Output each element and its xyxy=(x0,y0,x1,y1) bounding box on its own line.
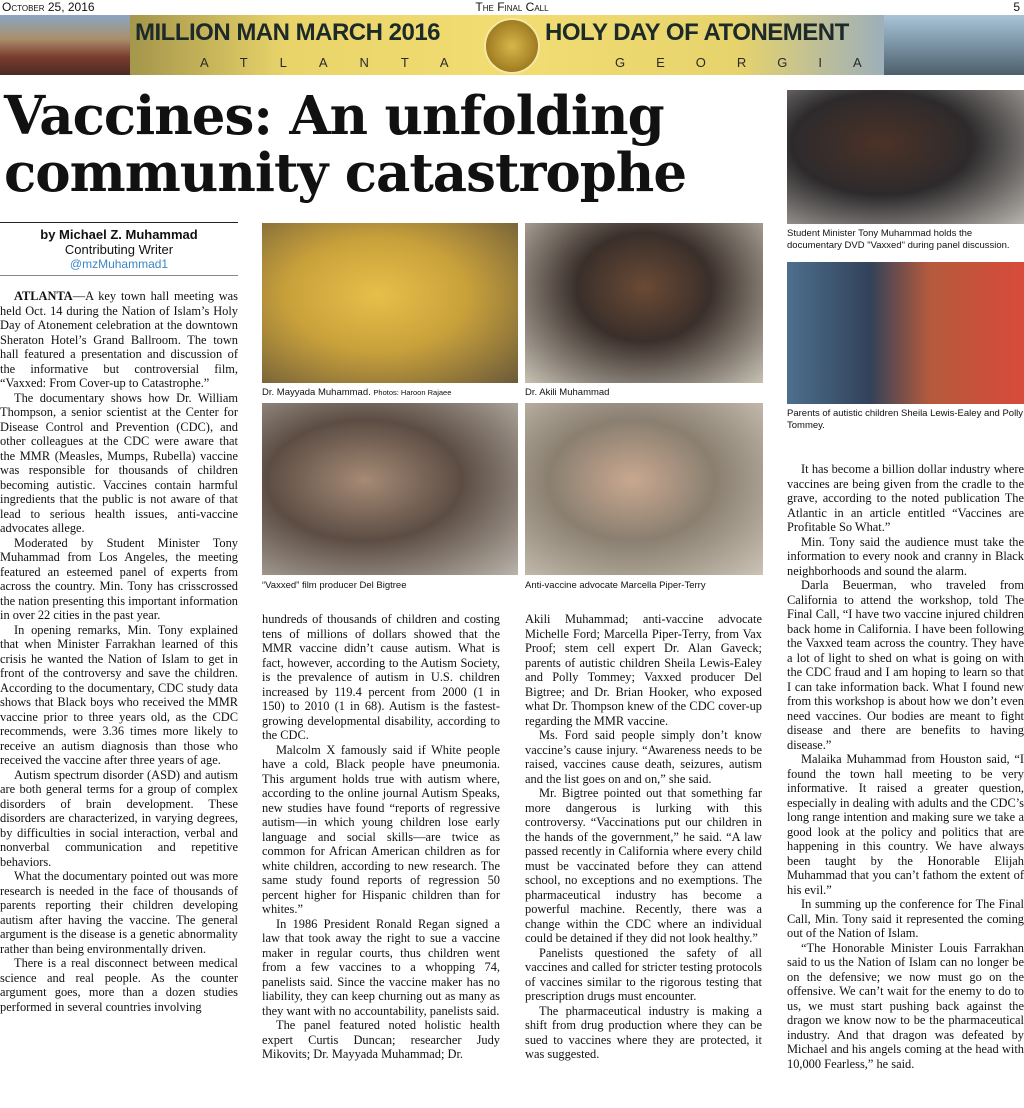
article-column-2 xyxy=(262,612,500,1062)
author-name: by Michael Z. Muhammad xyxy=(40,227,198,242)
photo-credit: Photos: Haroon Rajaee xyxy=(373,388,452,397)
skyline-photo xyxy=(884,15,1024,75)
photo-marcella-piper-terry xyxy=(525,403,763,575)
paragraph: Mr. Bigtree pointed out that something far more dangerous is lurking with this controversy. “Vaccinations put our children in the hands of the government,” he said. “A law passed recently in California where every child must be vaccinated before they can attend school, no exceptions and no exemptions. The pharmaceutical industry has become a powerful machine. Recently, there was a change within the CDC where an individual could be detained if they did not look healthy.” xyxy=(525,786,762,945)
paragraph: In opening remarks, Min. Tony explained that when Minister Farrakhan learned of this crisis he wanted the Nation of Islam to get in front of the controversy and save the children. According to the documentary, CDC study data shows that Black boys who received the MMR vaccine prior to three years old, as the CDC recommends, were 3.36 times more likely to receive an autism diagnosis than those who received the vaccine after three years of age. xyxy=(0,622,238,767)
banner-right-title: HOLY DAY OF ATONEMENT xyxy=(545,19,849,46)
paragraph: In 1986 President Ronald Regan signed a law that took away the right to sue a vaccine maker in regular courts, thus children went from a few vaccines to a whopping 74, panelists said. Since the vaccine maker has no liability, they can keep churning out as many as they want with no accountability, panelists said. xyxy=(262,916,500,1018)
photo-tony-muhammad xyxy=(787,90,1024,224)
paragraph: Malaika Muhammad from Houston said, “I found the town hall meeting to be very informative. It raised a greater question, especially in dealing with adults and the CDC’s long range intention and making sure we take a good look at the policy and politics that are happening in this country. We have always been taught by the Honorable Elijah Muhammad that you can’t fathom the extent of his evil.” xyxy=(787,752,1024,897)
caption-mayyada: Dr. Mayyada Muhammad. Photos: Haroon Rajaee xyxy=(262,387,452,398)
page-number: 5 xyxy=(1013,0,1020,14)
paragraph: Ms. Ford said people simply don’t know vaccine’s cause injury. “Awareness needs to be raised, vaccines cause death, seizures, autism and the list goes on and on,” she said. xyxy=(525,728,762,786)
paragraph: hundreds of thousands of children and costing tens of millions of dollars showed that the MMR vaccine didn’t cause autism. What is fact, however, according to the Autism Society, is the prevalence of autism in U.S. children increased by 119.4 percent from 2000 (1 in 150) to 2010 (1 in 68). Autism is the fastest-growing developmental disability, according to the CDC. xyxy=(262,612,500,742)
paragraph: The pharmaceutical industry is making a shift from drug production where they can be sued to vaccines where they are protected, it was suggested. xyxy=(525,1003,762,1061)
author-title: Contributing Writer xyxy=(64,242,174,257)
paragraph: Panelists questioned the safety of all vaccines and called for stricter testing protocols of vaccines similar to the rigorous testing that prescription drugs must encounter. xyxy=(525,945,762,1003)
paragraph: “The Honorable Minister Louis Farrakhan said to us the Nation of Islam can no longer be on the defensive; we now must go on the offensive. We can’t wait for the enemy to do to us, we must start pushing back against the dragon we know now to be the pharmaceutical industry. And that dragon was defeated by Michael and his angels coming at the head with 10,000 Fearless,” he said. xyxy=(787,940,1024,1071)
paragraph: What the documentary pointed out was more research is needed in the face of thousands of parents reporting their children developing autism after having the vaccine. The general argument is the disease is a genetic abnormality rather than being environmentally driven. xyxy=(0,869,238,956)
article-column-3 xyxy=(525,612,762,1062)
caption-parents: Parents of autistic children Sheila Lewis-Ealey and Polly Tommey. xyxy=(787,408,1024,431)
article-column-4 xyxy=(787,462,1024,1071)
paragraph: Autism spectrum disorder (ASD) and autism are both general terms for a group of complex disorders of brain development. These disorders are characterized, in varying degrees, by difficulties in social interaction, verbal and nonverbal communication and repetitive behaviors. xyxy=(0,767,238,869)
byline xyxy=(0,222,238,276)
article-headline: Vaccines: An unfolding community catastrophe xyxy=(4,85,687,204)
paragraph: The panel featured noted holistic health expert Curtis Duncan; researcher Judy Mikovits; Dr. Mayyada Muhammad; Dr. xyxy=(262,1018,500,1061)
running-head xyxy=(0,0,1024,14)
paragraph: There is a real disconnect between medical science and real people. As the counter argument goes, more than a dozen studies performed in several countries involving xyxy=(0,956,238,1014)
paragraph: ATLANTA—A key town hall meeting was held Oct. 14 during the Nation of Islam’s Holy Day of Atonement celebration at the downtown Sheraton Hotel’s Grand Ballroom. The town hall featured a presentation and discussion of the informative but controversial film, “Vaxxed: From Cover-up to Catastrophe.” xyxy=(0,289,238,390)
paragraph: Akili Muhammad; anti-vaccine advocate Michelle Ford; Marcella Piper-Terry, from Vax Proof; stem cell expert Dr. Alan Gaveck; parents of autistic children Sheila Lewis-Ealey and Polly Tommey; Vaxxed producer Del Bigtree; and Dr. Brian Hooker, who exposed what Dr. Thompson knew of the CDC cover-up regarding the MMR vaccine. xyxy=(525,612,762,728)
caption-piper: Anti-vaccine advocate Marcella Piper-Terry xyxy=(525,580,706,591)
caption-tony: Student Minister Tony Muhammad holds the documentary DVD "Vaxxed" during panel discussion. xyxy=(787,228,1010,251)
paragraph: Min. Tony said the audience must take the information to every nook and cranny in Black neighborhoods and sound the alarm. xyxy=(787,534,1024,578)
paragraph: Malcolm X famously said if White people have a cold, Black people have pneumonia. This argument holds true with autism where, according to the online journal Autism Speaks, new studies have found “reports of regressive autism—in which young children lose early language and social skills—are twice as common for African American children as for white children, according to new research. The same study found reports of regression 50 percent higher for Hispanic children than for whites.” xyxy=(262,742,500,916)
photo-mayyada-muhammad xyxy=(262,223,518,383)
article-column-1 xyxy=(0,289,238,1014)
banner-right-subtitle: GEORGIA xyxy=(615,55,893,70)
crowd-photo xyxy=(0,15,130,75)
author-handle: @mzMuhammad1 xyxy=(69,257,169,271)
photo-del-bigtree xyxy=(262,403,518,575)
caption-bigtree: “Vaxxed” film producer Del Bigtree xyxy=(262,580,407,591)
paragraph: In summing up the conference for The Final Call, Min. Tony said it represented the coming out of the Nation of Islam. xyxy=(787,897,1024,940)
publication-name: The Final Call xyxy=(475,0,549,14)
paragraph: It has become a billion dollar industry where vaccines are being given from the cradle to the grave, according to the noted publication The Atlantic in an article entitled “Vaccines are Profitable So What.” xyxy=(787,462,1024,534)
event-seal-logo xyxy=(484,18,540,74)
paragraph: The documentary shows how Dr. William Thompson, a senior scientist at the Center for Disease Control and Prevention (CDC), and other colleagues at the CDC were aware that the MMR (Measles, Mumps, Rubella) vaccine was responsible for thousands of children becoming autistic. Vaccines contain harmful ingredients that the public is not aware of that lead to serious health issues, anti-vaccine advocates allege. xyxy=(0,390,238,535)
dateline: ATLANTA xyxy=(14,289,73,303)
paragraph: Darla Beuerman, who traveled from California to attend the workshop, told The Final Call, “I have two vaccine injured children back home in California. I have been following the Vaxxed team across the country. They have a lot of light to shed on what is going on with the CDC fraud and I am hoping to learn so that I can take information back. What I found new from this workshop is about how we don’t even need vaccines. Our bodies are meant to fight disease and there are benefits to having disease.” xyxy=(787,578,1024,752)
photo-parents xyxy=(787,262,1024,404)
banner-left-title: MILLION MAN MARCH 2016 xyxy=(135,19,441,46)
caption-akili: Dr. Akili Muhammad xyxy=(525,387,610,398)
banner-left-subtitle: ATLANTA xyxy=(200,55,481,70)
photo-akili-muhammad xyxy=(525,223,763,383)
paragraph: Moderated by Student Minister Tony Muhammad from Los Angeles, the meeting featured an esteemed panel of experts from across the country. Min. Tony has crisscrossed the nation presenting this important information in over 22 cities in the past year. xyxy=(0,535,238,622)
issue-date: October 25, 2016 xyxy=(2,0,95,14)
event-banner xyxy=(0,15,1024,75)
